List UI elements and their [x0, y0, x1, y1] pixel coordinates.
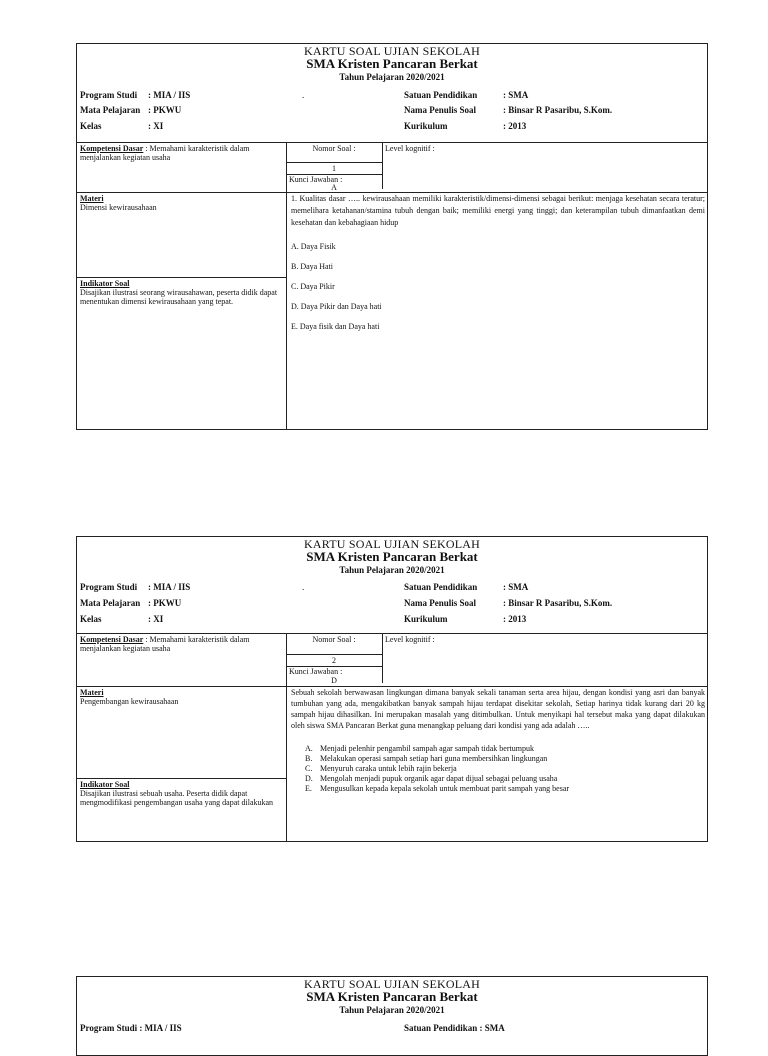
materi-text: Dimensi kewirausahaan — [80, 203, 157, 212]
stray-dot: . — [302, 582, 305, 592]
value-kelas: : XI — [148, 121, 164, 131]
materi-label: Materi — [80, 194, 104, 203]
exam-card-2 — [76, 536, 708, 842]
academic-year: Tahun Pelajaran 2020/2021 — [339, 1005, 445, 1015]
partial-program-studi: Program Studi : MIA / IIS — [80, 1023, 182, 1033]
label-satuan-pendidikan: Satuan Pendidikan — [404, 582, 478, 592]
option-c: C. Daya Pikir — [291, 282, 335, 291]
kunci-jawaban-label: Kunci Jawaban : — [289, 667, 343, 676]
card-grid — [77, 142, 707, 429]
card-title: KARTU SOAL UJIAN SEKOLAH — [304, 977, 480, 991]
value-program-studi: : MIA / IIS — [148, 582, 191, 592]
option-d: D. Daya Pikir dan Daya hati — [291, 302, 382, 311]
school-name: SMA Kristen Pancaran Berkat — [306, 56, 478, 71]
exam-card-1 — [76, 43, 708, 430]
value-kurikulum: : 2013 — [503, 614, 527, 624]
materi — [80, 688, 280, 706]
card-title: KARTU SOAL UJIAN SEKOLAH — [304, 44, 480, 58]
level-kognitif-label: Level kognitif : — [385, 144, 435, 153]
option-a: A. Daya Fisik — [291, 242, 336, 251]
option-b: B. Daya Hati — [291, 262, 333, 271]
option-e: E. Mengusulkan kepada kepala sekolah untuk membuat parit sampah yang besar — [305, 784, 570, 793]
indikator-soal-label: Indikator Soal — [80, 780, 130, 789]
option-b: B. Melakukan operasi sampah setiap hari guna membersihkan lingkungan — [305, 754, 548, 763]
academic-year: Tahun Pelajaran 2020/2021 — [339, 72, 445, 82]
value-kurikulum: : 2013 — [503, 121, 527, 131]
materi — [80, 194, 280, 212]
value-kelas: : XI — [148, 614, 164, 624]
label-kurikulum: Kurikulum — [404, 121, 448, 131]
card-header — [77, 44, 707, 142]
option-c: C. Menyuruh caraka untuk lebih rajin bekerja — [305, 764, 457, 773]
label-kurikulum: Kurikulum — [404, 614, 448, 624]
kunci-jawaban-value: A — [331, 183, 337, 192]
value-nama-penulis: : Binsar R Pasaribu, S.Kom. — [503, 105, 613, 115]
label-kelas: Kelas — [80, 121, 102, 131]
question-text: 1. Kualitas dasar ….. kewirausahaan memiliki karakteristik/dimensi-dimensi sebagai berikut: menjaga kesehatan secara teratur; memelihara ketahanan/stamina tubuh dengan baik; memiliki energi yang tinggi; dan keterampilan tubuh dimanfaatkan demi kesehatan dan kebahagiaan hidup — [291, 194, 705, 227]
partial-satuan-pendidikan: Satuan Pendidikan : SMA — [404, 1023, 505, 1033]
value-mata-pelajaran: : PKWU — [148, 598, 182, 608]
kompetensi-dasar-label: Kompetensi Dasar — [80, 635, 144, 644]
label-satuan-pendidikan: Satuan Pendidikan — [404, 90, 478, 100]
kompetensi-dasar-text: : Memahami karakteristik dalam menjalankan kegiatan usaha — [80, 635, 250, 653]
exam-card-3 — [76, 976, 708, 1056]
kompetensi-dasar — [80, 144, 280, 162]
kunci-jawaban-value: D — [331, 676, 337, 685]
value-satuan-pendidikan: : SMA — [503, 90, 529, 100]
value-program-studi: : MIA / IIS — [148, 90, 191, 100]
nomor-soal-label: Nomor Soal : — [312, 635, 356, 644]
label-nama-penulis: Nama Penulis Soal — [404, 598, 477, 608]
question-text: Sebuah sekolah berwawasan lingkungan dimana banyak sekali tanaman serta area hijau, dengan kondisi yang asri dan banyak tumbuhan yang ada, mengakibatkan banyak sampah hijau terdapat disekitar sekolah, Setiap harinya tidak kurang dari 20 kg sampah hijau dihasilkan. Ini merupakan masalah yang ditimbulkan. Untuk menyikapi hal tersebut maka yang dapat dilakukan oleh siswa SMA Pancaran Berkat guna menangkap peluang dari kondisi yang ada adalah ….. — [291, 688, 705, 730]
materi-label: Materi — [80, 688, 104, 697]
label-mata-pelajaran: Mata Pelajaran — [80, 598, 141, 608]
value-mata-pelajaran: : PKWU — [148, 105, 182, 115]
card-title: KARTU SOAL UJIAN SEKOLAH — [304, 537, 480, 551]
option-a: A. Menjadi pelenhir pengambil sampah agar sampah tidak bertumpuk — [305, 744, 534, 753]
level-kognitif-label: Level kognitif : — [385, 635, 435, 644]
indikator-soal — [80, 780, 280, 807]
kompetensi-dasar-text: : Memahami karakteristik dalam menjalankan kegiatan usaha — [80, 144, 250, 162]
indikator-soal-text: Disajikan ilustrasi seorang wirausahawan, peserta didik dapat menentukan dimensi kewirausahaan yang tepat. — [80, 288, 278, 306]
options-list — [291, 232, 691, 332]
kompetensi-dasar-label: Kompetensi Dasar — [80, 144, 144, 153]
value-nama-penulis: : Binsar R Pasaribu, S.Kom. — [503, 598, 613, 608]
school-name: SMA Kristen Pancaran Berkat — [306, 989, 478, 1004]
stray-dot: . — [302, 90, 305, 100]
indikator-soal-text: Disajikan ilustrasi sebuah usaha. Peserta didik dapat mengmodifikasi pengembangan usaha yang dapat dilakukan — [80, 789, 274, 807]
label-kelas: Kelas — [80, 614, 102, 624]
label-program-studi: Program Studi — [80, 90, 138, 100]
option-e: E. Daya fisik dan Daya hati — [291, 322, 380, 331]
academic-year: Tahun Pelajaran 2020/2021 — [339, 565, 445, 575]
kompetensi-dasar — [80, 635, 280, 653]
options-list — [305, 744, 705, 794]
kunci-jawaban-label: Kunci Jawaban : — [289, 175, 343, 184]
indikator-soal — [80, 279, 280, 306]
option-d: D. Mengolah menjadi pupuk organik agar dapat dijual sebagai peluang usaha — [305, 774, 558, 783]
label-nama-penulis: Nama Penulis Soal — [404, 105, 477, 115]
nomor-soal-value: 1 — [332, 164, 336, 173]
value-satuan-pendidikan: : SMA — [503, 582, 529, 592]
indikator-soal-label: Indikator Soal — [80, 279, 130, 288]
card-grid — [77, 633, 707, 841]
materi-text: Pengembangan kewirausahaan — [80, 697, 179, 706]
card-header — [77, 537, 707, 635]
label-mata-pelajaran: Mata Pelajaran — [80, 105, 141, 115]
nomor-soal-value: 2 — [332, 656, 336, 665]
label-program-studi: Program Studi — [80, 582, 138, 592]
nomor-soal-label: Nomor Soal : — [312, 144, 356, 153]
school-name: SMA Kristen Pancaran Berkat — [306, 549, 478, 564]
